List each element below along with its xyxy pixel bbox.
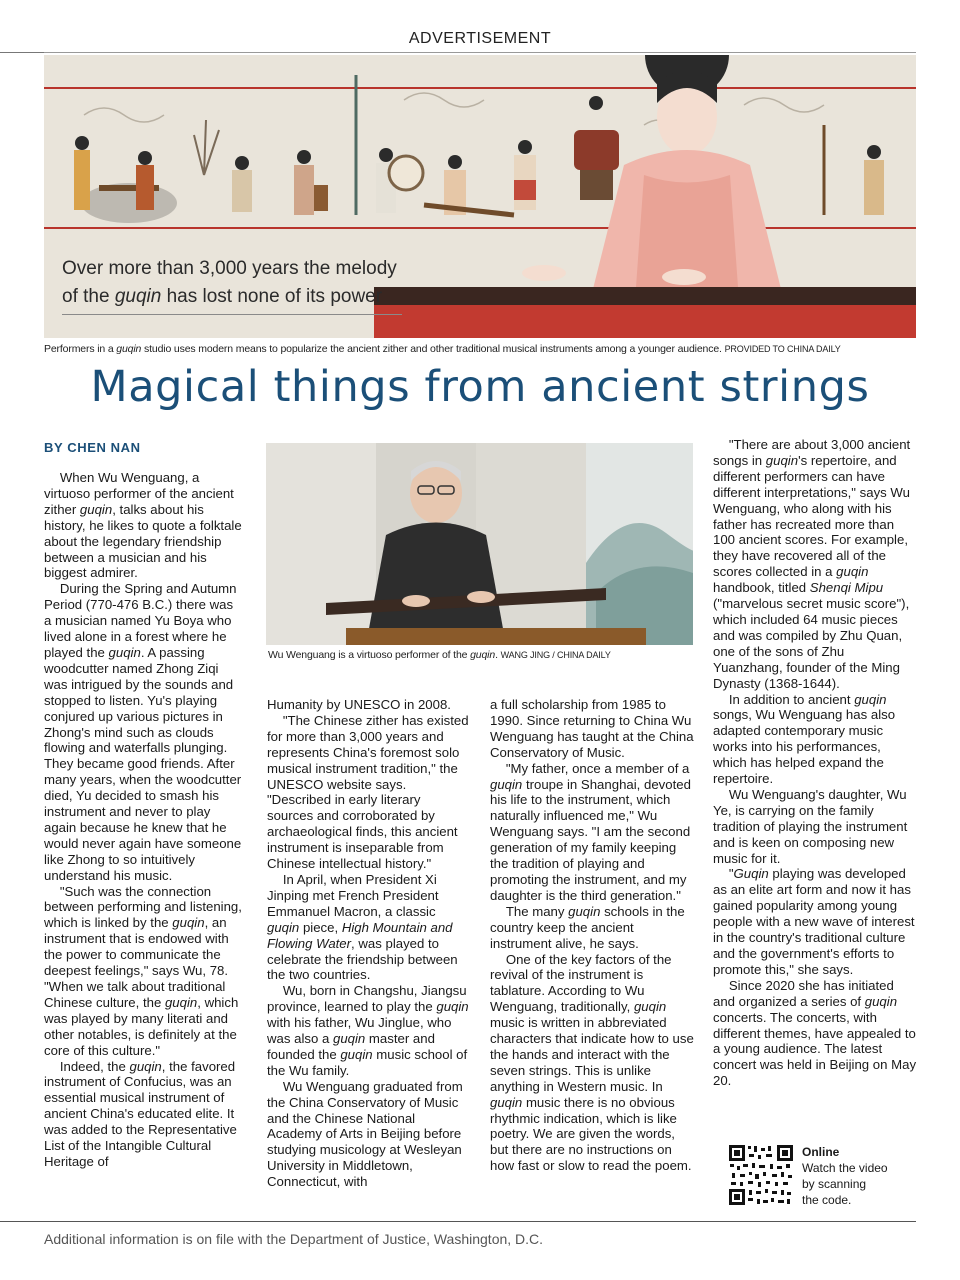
paragraph: a full scholarship from 1985 to 1990. Since returning to China Wu Wenguang has taught at the China Conservatory of Music. [490, 697, 694, 760]
article-column-1 [44, 470, 244, 1170]
qr-text [802, 1144, 888, 1208]
article-headline: Magical things from ancient strings [90, 362, 870, 412]
bottom-rule [0, 1221, 916, 1222]
portrait-caption-italic: guqin [470, 649, 496, 661]
top-rule [44, 52, 916, 53]
paragraph: The many guqin schools in the country keep the ancient instrument alive, he says. [490, 903, 685, 951]
paragraph: Wu Wenguang graduated from the China Conservatory of Music and the Chinese National Academy of Arts in Beijing before studying musicology at Wesleyan University in Middletown, Connecticut, with [267, 1078, 463, 1190]
qr-line2: by scanning [802, 1177, 867, 1191]
hero-photo-caption [44, 343, 924, 355]
qr-line1: Watch the video [802, 1161, 888, 1175]
paragraph: "My father, once a member of a guqin troupe in Shanghai, devoted his life to the instrument, which naturally influenced me," Wu Wenguang says. "I am the second generation of my family keeping the tradition of playing and promoting the instrument, and my daughter is the third generation." [490, 760, 691, 903]
qr-code[interactable] [728, 1144, 794, 1206]
portrait-credit: WANG JING / CHINA DAILY [500, 650, 611, 660]
qr-line3: the code. [802, 1193, 852, 1207]
hero-tagline-rule [62, 314, 402, 315]
paragraph: Indeed, the guqin, the favored instrument of Confucius, was an essential musical instrument of ancient China's educated elite. It was added to the Representative List of the Intangible Cultural Heritage of [44, 1058, 237, 1169]
byline: BY CHEN NAN [44, 440, 141, 455]
article-column-3 [490, 697, 694, 1174]
paragraph: "The Chinese zither has existed for more than 3,000 years and represents China's foremost solo musical instrument tradition," the UNESCO website says. "Described in early literary sources and corroborated by archaeological finds, this ancient instrument is inseparable from Chinese intellectual history." [267, 712, 469, 872]
qr-code-icon [728, 1144, 794, 1206]
paragraph: In April, when President Xi Jinping met French President Emmanuel Macron, a classic guqin piece, High Mountain and Flowing Water, was played to celebrate the friendship between the two countries. [267, 871, 458, 983]
paragraph: Wu Wenguang's daughter, Wu Ye, is carrying on the family tradition of playing the instrument and is keen on composing new music for it. [713, 786, 908, 866]
paragraph: Wu, born in Changshu, Jiangsu province, learned to play the guqin with his father, Wu Jinglue, who was also a guqin master and founded the guqin music school of the Wu family. [267, 983, 469, 1078]
qr-title: Online [802, 1145, 840, 1159]
hero-tagline [62, 255, 397, 311]
hero-tagline-italic: guqin [114, 286, 162, 307]
paragraph: During the Spring and Autumn Period (770-476 B.C.) there was a musician named Yu Boya who lived alone in a forest where he played the guqin. A passing woodcutter named Zhong Ziqi was intrigued by the sounds and stopped to listen. Yu's playing conjured up various pictures in Zhong's mind such as clouds flowing and waterfalls plunging. They became good friends. After many years, when the woodcutter died, Yu decided to smash his instrument and never to play again because he knew that he would never again have someone like Zhong to so intuitively understand his music. [44, 581, 242, 883]
portrait-illustration [266, 443, 693, 645]
top-rule-left [0, 52, 44, 53]
footer-disclaimer: Additional information is on file with the Department of Justice, Washington, D.C. [44, 1231, 544, 1247]
advertisement-label: ADVERTISEMENT [408, 30, 552, 47]
portrait-caption-pre: Wu Wenguang is a virtuoso performer of the [268, 649, 471, 661]
hero-tagline-line2 [62, 283, 397, 311]
paragraph: "There are about 3,000 ancient songs in guqin's repertoire, and different performers can have different interpretations," says Wu Wenguang, who along with his father has recreated more than 100 ancient scores. For example, they have recovered all of the scores collected in a guqin handbook, titled Shenqi Mipu ("marvelous secret music score"), which included 64 music pieces and was compiled by Zhu Quan, one of the sons of Zhu Yuanzhang, founder of the Ming Dynasty (1368-1644). [713, 437, 911, 691]
paragraph: "Such was the connection between performing and listening, which is linked by the guqin, an instrument that is endowed with the power to communicate the deepest feelings," says Wu, 78. "When we talk about traditional Chinese culture, the guqin, which was played by many literati and other notables, is definitely at the core of this culture." [44, 883, 242, 1058]
article-column-2 [267, 697, 470, 1190]
hero-caption-pre: Performers in a [44, 343, 117, 355]
hero-tagline-line1: Over more than 3,000 years the melody [62, 258, 397, 279]
paragraph: In addition to ancient guqin songs, Wu Wenguang has also adapted contemporary music works into his performances, which has helped expand the repertoire. [713, 691, 896, 787]
portrait-photo [266, 443, 693, 645]
portrait-caption [268, 649, 611, 661]
hero-tagline-pre: of the [62, 286, 115, 307]
paragraph: When Wu Wenguang, a virtuoso performer of the ancient zither guqin, talks about his history, he likes to quote a folktale about the legendary friendship between a musician and his biggest admirer. [44, 470, 242, 581]
hero-tagline-post: has lost none of its power [161, 286, 383, 307]
paragraph: Since 2020 she has initiated and organized a series of guqin concerts. The concerts, with different themes, have appealed to a young audience. The latest concert was held in Beijing on May 20. [713, 977, 917, 1089]
paragraph: One of the key factors of the revival of the instrument is tablature. According to Wu Wenguang, traditionally, guqin music is written in abbreviated characters that indicate how to use the hands and interact with the seven strings. This is unlike anything in Western music. In guqin music there is no obvious rhythmic indication, which is like poetry. We are given the words, but there are no instructions on how fast or slow to read the poem. [490, 951, 694, 1174]
hero-caption-post: studio uses modern means to popularize the ancient zither and other traditional musical instruments among a younger audience. [141, 343, 722, 355]
portrait-caption-post: . [495, 649, 498, 661]
article-column-4 [713, 437, 917, 1089]
hero-image [44, 55, 916, 338]
hero-caption-italic: guqin [116, 343, 142, 355]
hero-photo-credit: PROVIDED TO CHINA DAILY [724, 344, 841, 354]
paragraph: Humanity by UNESCO in 2008. [267, 697, 451, 712]
paragraph: "Guqin playing was developed as an elite art form and now it has gained popularity among young people with a new wave of interest in the country's traditional culture and the government's efforts to promote this," she says. [713, 866, 915, 977]
